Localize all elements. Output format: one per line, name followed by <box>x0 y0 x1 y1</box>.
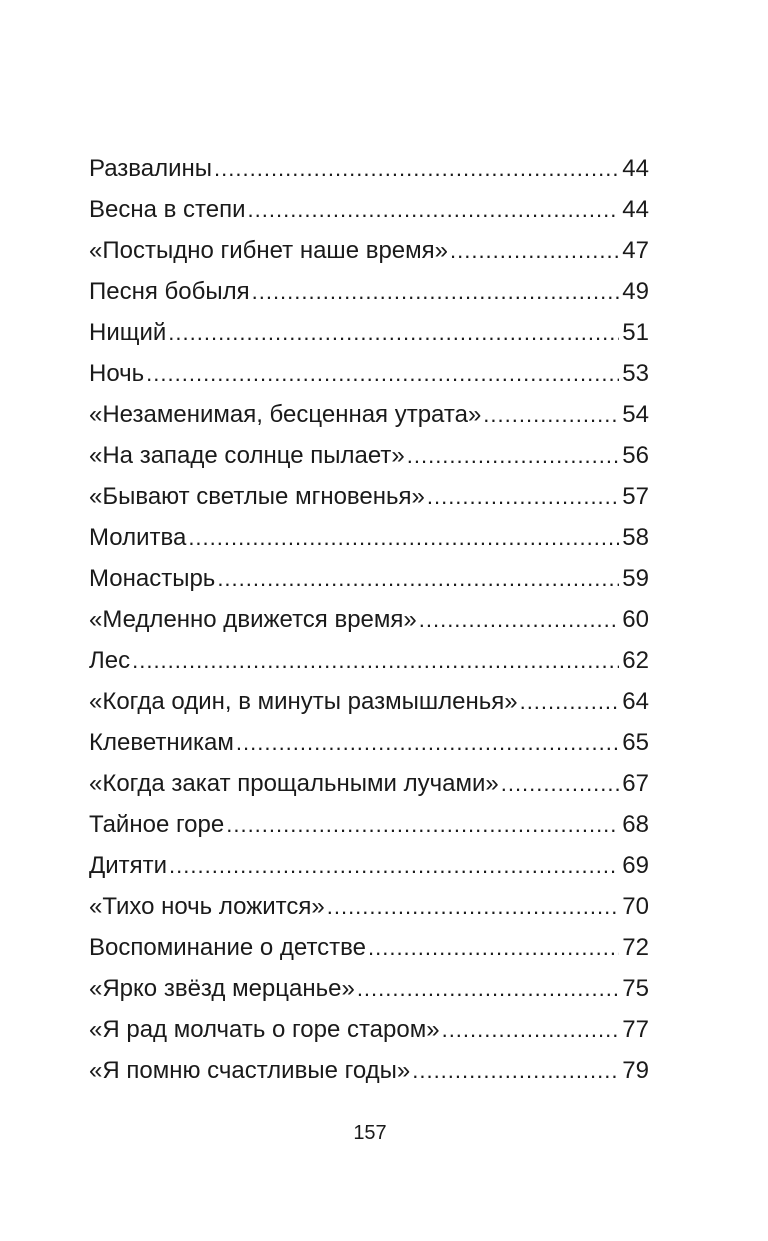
dot-leader <box>168 312 619 353</box>
toc-entry-title: «Медленно движется время» <box>89 606 417 633</box>
toc-entry-title: Нищий <box>89 319 167 346</box>
dot-leader <box>483 394 619 435</box>
dot-leader <box>427 476 619 517</box>
dot-leader <box>520 681 620 722</box>
toc-entry <box>89 435 649 476</box>
table-of-contents <box>89 148 649 1091</box>
toc-entry-title: «На западе солнце пылает» <box>89 442 405 469</box>
toc-entry <box>89 558 649 599</box>
dot-leader <box>226 804 619 845</box>
toc-entry-title: Лес <box>89 647 131 674</box>
toc-entry <box>89 1009 649 1050</box>
page-number: 157 <box>353 1122 387 1144</box>
dot-leader <box>146 353 619 394</box>
toc-entry <box>89 763 649 804</box>
dot-leader <box>412 1050 619 1091</box>
toc-entry-title: Клеветникам <box>89 729 234 756</box>
toc-entry <box>89 681 649 722</box>
dot-leader <box>357 968 619 1009</box>
toc-entry-title: «Бывают светлые мгновенья» <box>89 483 425 510</box>
toc-entry <box>89 886 649 927</box>
toc-entry-page: 44 <box>622 155 649 182</box>
dot-leader <box>501 763 620 804</box>
toc-entry <box>89 927 649 968</box>
dot-leader <box>132 640 619 681</box>
toc-entry <box>89 271 649 312</box>
toc-entry-page: 59 <box>622 565 649 592</box>
toc-entry-title: «Тихо ночь ложится» <box>89 893 325 920</box>
toc-entry-title: «Я рад молчать о горе старом» <box>89 1016 440 1043</box>
toc-entry-page: 53 <box>622 360 649 387</box>
toc-entry-page: 72 <box>622 934 649 961</box>
dot-leader <box>368 927 619 968</box>
dot-leader <box>450 230 619 271</box>
toc-entry-page: 77 <box>622 1016 649 1043</box>
toc-entry-title: Молитва <box>89 524 187 551</box>
dot-leader <box>248 189 620 230</box>
dot-leader <box>407 435 620 476</box>
toc-entry-title: «Незаменимая, бесценная утрата» <box>89 401 482 428</box>
toc-entry-page: 75 <box>622 975 649 1002</box>
dot-leader <box>252 271 620 312</box>
toc-entry <box>89 845 649 886</box>
dot-leader <box>169 845 619 886</box>
dot-leader <box>419 599 620 640</box>
toc-entry-title: Ночь <box>89 360 145 387</box>
toc-entry-title: «Ярко звёзд мерцанье» <box>89 975 355 1002</box>
toc-entry-page: 47 <box>622 237 649 264</box>
toc-entry-title: Песня бобыля <box>89 278 250 305</box>
toc-entry <box>89 968 649 1009</box>
toc-entry-page: 56 <box>622 442 649 469</box>
toc-entry-title: Воспоминание о детстве <box>89 934 366 961</box>
dot-leader <box>188 517 619 558</box>
toc-entry-page: 62 <box>622 647 649 674</box>
toc-entry-title: «Я помню счастливые годы» <box>89 1057 411 1084</box>
toc-entry <box>89 804 649 845</box>
toc-entry-page: 65 <box>622 729 649 756</box>
dot-leader <box>442 1009 620 1050</box>
toc-entry <box>89 312 649 353</box>
toc-entry-page: 68 <box>622 811 649 838</box>
toc-entry <box>89 640 649 681</box>
toc-entry-page: 54 <box>622 401 649 428</box>
dot-leader <box>214 148 619 189</box>
toc-entry-page: 69 <box>622 852 649 879</box>
toc-entry-title: Весна в степи <box>89 196 246 223</box>
toc-entry <box>89 599 649 640</box>
toc-entry <box>89 394 649 435</box>
toc-entry-title: Развалины <box>89 155 213 182</box>
toc-entry-page: 57 <box>622 483 649 510</box>
toc-entry-title: «Когда закат прощальными лучами» <box>89 770 499 797</box>
toc-entry-title: Дитяти <box>89 852 168 879</box>
toc-entry <box>89 722 649 763</box>
toc-entry <box>89 353 649 394</box>
toc-entry-title: «Постыдно гибнет наше время» <box>89 237 448 264</box>
toc-entry-page: 58 <box>622 524 649 551</box>
toc-entry-page: 67 <box>622 770 649 797</box>
dot-leader <box>236 722 619 763</box>
toc-entry <box>89 148 649 189</box>
dot-leader <box>327 886 620 927</box>
toc-entry-page: 44 <box>622 196 649 223</box>
toc-entry-page: 51 <box>622 319 649 346</box>
toc-entry <box>89 230 649 271</box>
toc-entry-page: 49 <box>622 278 649 305</box>
toc-entry-title: «Когда один, в минуты размышленья» <box>89 688 518 715</box>
toc-entry-page: 79 <box>622 1057 649 1084</box>
toc-entry-page: 60 <box>622 606 649 633</box>
toc-entry-page: 64 <box>622 688 649 715</box>
toc-entry-title: Монастырь <box>89 565 216 592</box>
toc-entry <box>89 476 649 517</box>
toc-entry-title: Тайное горе <box>89 811 225 838</box>
toc-entry-page: 70 <box>622 893 649 920</box>
toc-entry <box>89 517 649 558</box>
dot-leader <box>217 558 619 599</box>
toc-entry <box>89 1050 649 1091</box>
toc-entry <box>89 189 649 230</box>
